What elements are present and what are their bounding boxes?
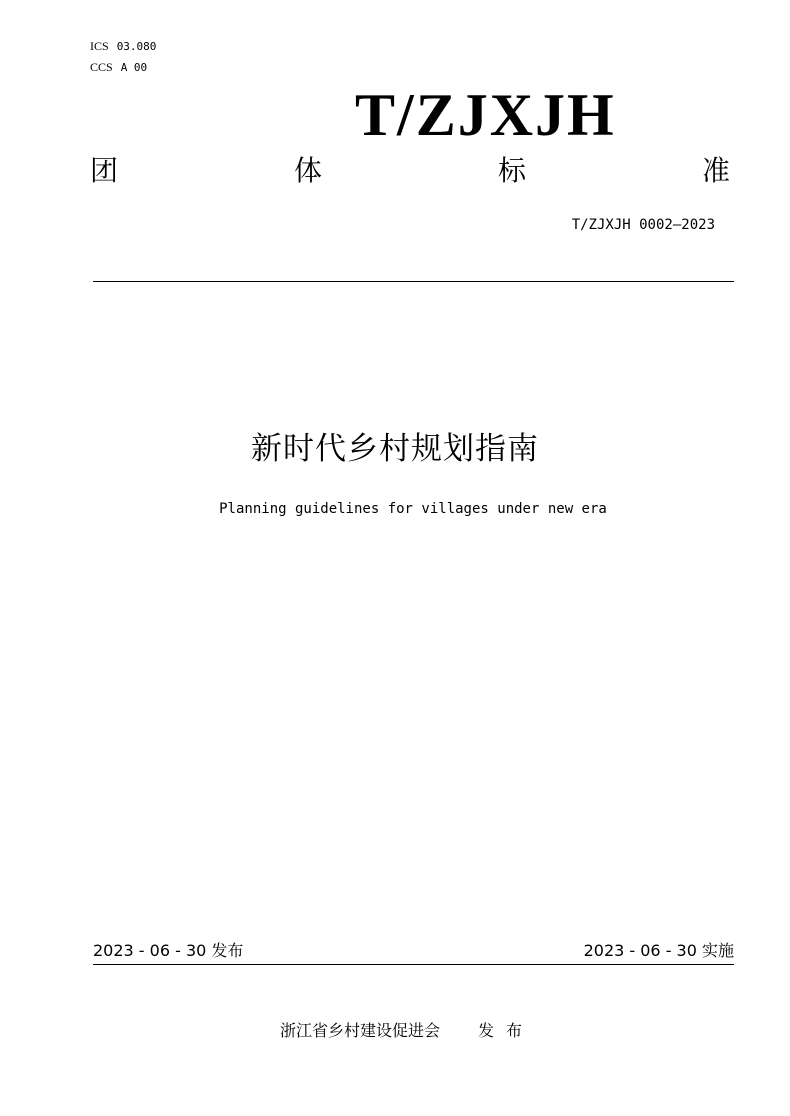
standard-type-heading — [90, 152, 730, 190]
implement-date: 2023 - 06 - 30 实施 — [583, 941, 734, 960]
top-divider — [93, 281, 734, 282]
document-title-english: Planning guidelines for villages under new era — [219, 501, 607, 517]
standard-type-char: 标 — [497, 154, 526, 187]
publish-date: 2023 - 06 - 30 发布 — [93, 941, 244, 960]
document-title-chinese: 新时代乡村规划指南 — [251, 431, 539, 467]
publisher-line — [280, 1020, 534, 1042]
standard-type-char: 团 — [90, 154, 119, 187]
standard-type-char: 体 — [293, 154, 322, 187]
association-code-logo: T/ZJXJH — [355, 82, 616, 148]
ccs-label: CCS — [90, 60, 113, 74]
ccs-code: A 00 — [120, 61, 148, 74]
bottom-divider — [93, 964, 734, 965]
ccs-classification — [90, 60, 147, 75]
ics-classification — [90, 39, 156, 54]
ics-code: 03.080 — [116, 40, 157, 53]
standard-number: T/ZJXJH 0002—2023 — [571, 217, 715, 233]
ics-label: ICS — [90, 39, 109, 53]
standard-type-char: 准 — [701, 154, 730, 187]
publisher-action: 发布 — [478, 1021, 535, 1040]
publisher-name: 浙江省乡村建设促进会 — [280, 1021, 441, 1040]
